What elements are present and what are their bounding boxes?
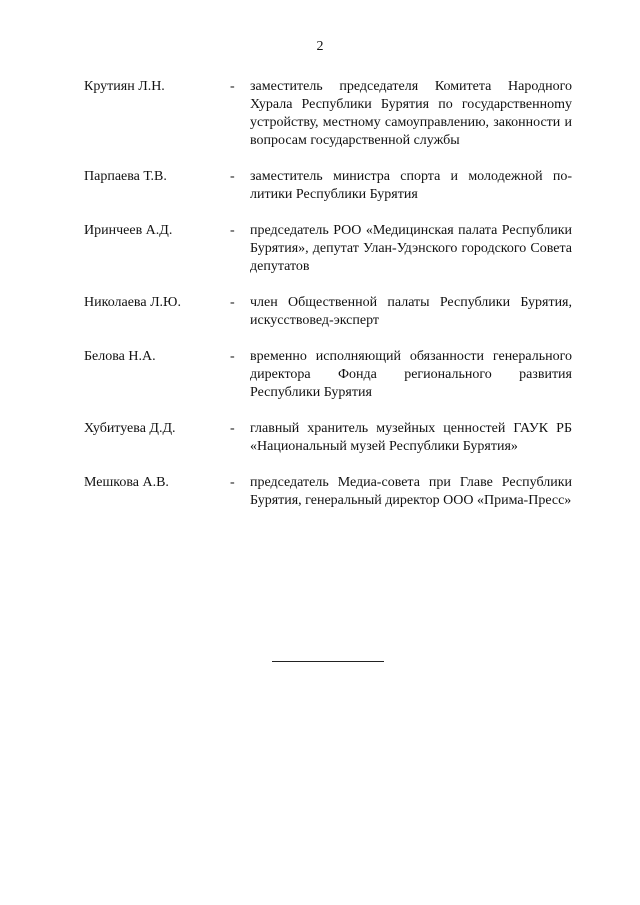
member-name: Белова Н.А. [84,349,156,364]
member-dash: - [230,349,235,364]
member-row [84,294,572,330]
member-dash: - [230,295,235,310]
member-dash: - [230,169,235,184]
member-description: заместитель министра спорта и молодежной политики Республики Бурятия [250,169,572,202]
member-dash: - [230,223,235,238]
member-row [84,168,572,204]
member-list [84,78,572,528]
member-name: Николаева Л.Ю. [84,295,181,310]
member-description: председатель РОО «Медицинская палата Республики Бурятия», депутат Улан-Удэнского городского Совета депутатов [250,223,572,274]
member-dash: - [230,421,235,436]
member-name: Иринчеев А.Д. [84,223,173,238]
member-name: Парпаева Т.В. [84,169,167,184]
member-row [84,474,572,510]
member-description: член Общественной палаты Республики Бурятия, искусствовед-эксперт [250,295,572,328]
member-dash: - [230,475,235,490]
member-row [84,420,572,456]
member-row [84,348,572,402]
member-name: Мешкова А.В. [84,475,169,490]
member-row [84,78,572,150]
member-dash: - [230,79,235,94]
member-name: Крутиян Л.Н. [84,79,165,94]
member-description: временно исполняющий обязанности генерального директора Фонда регионального развития Республики Бурятия [250,349,572,400]
member-name: Хубитуева Д.Д. [84,421,176,436]
member-description: заместитель председателя Комитета Народного Хурала Республики Бурятия по государственноmу устройству, местному самоуправлению, законности и вопросам государственной службы [250,79,572,148]
member-description: председатель Медиа-совета при Главе Республики Бурятия, генеральный директор ООО «Прима-Пресс» [250,475,572,508]
member-row [84,222,572,276]
member-description: главный хранитель музейных ценностей ГАУК РБ «Национальный музей Республики Бурятия» [250,421,572,454]
page-number: 2 [316,39,324,54]
closing-rule [272,661,384,662]
